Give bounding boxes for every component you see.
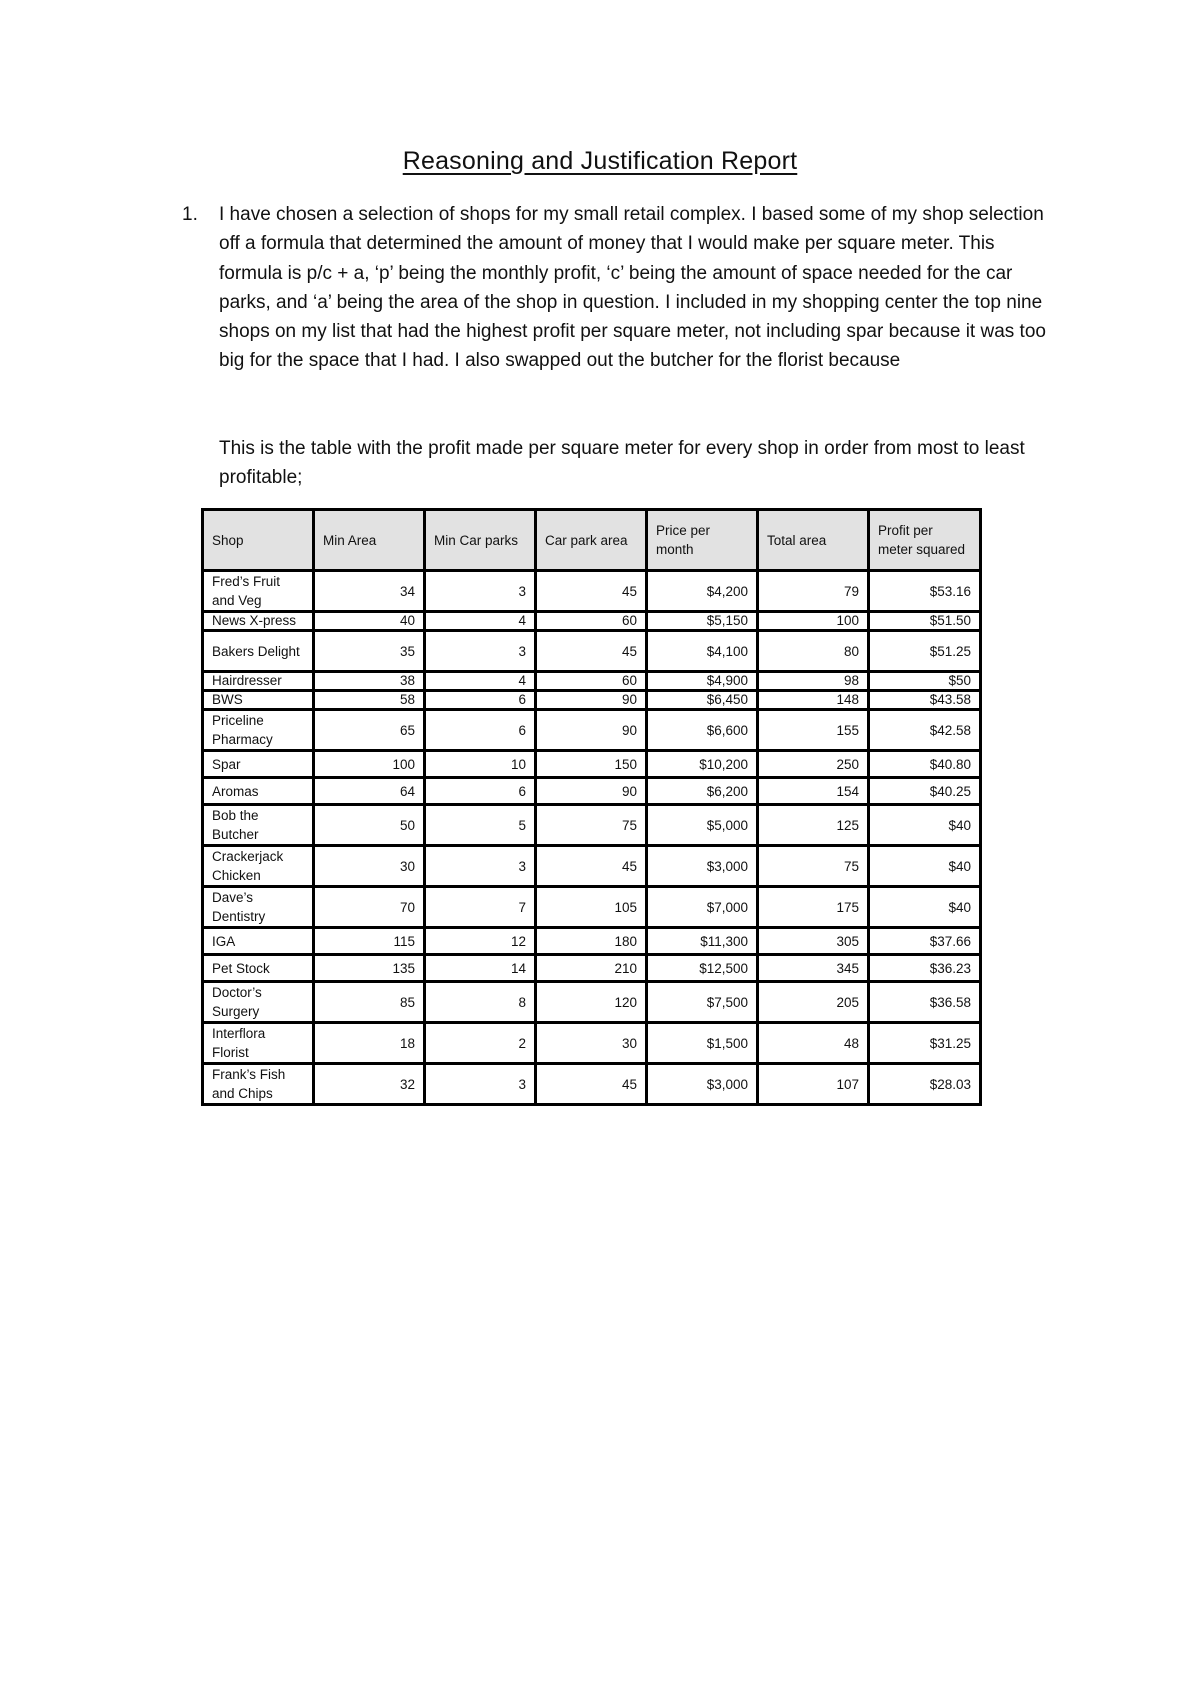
cell-min-car-parks: 6 (425, 691, 536, 710)
cell-shop: BWS (203, 691, 314, 710)
cell-total-area: 100 (758, 612, 869, 631)
list-number: 1. (182, 204, 198, 225)
cell-profit-per-meter: $53.16 (869, 571, 981, 612)
cell-min-car-parks: 2 (425, 1023, 536, 1064)
cell-min-area: 30 (314, 846, 425, 887)
table-row (203, 887, 981, 928)
cell-shop: Fred’s Fruit and Veg (203, 571, 314, 612)
table-row (203, 778, 981, 805)
cell-total-area: 80 (758, 631, 869, 672)
paragraph-table-intro: This is the table with the profit made per square meter for every shop in order from most to least profitable; (219, 438, 1025, 489)
cell-price-per-month: $11,300 (647, 928, 758, 955)
table-row (203, 691, 981, 710)
cell-price-per-month: $6,450 (647, 691, 758, 710)
cell-profit-per-meter: $40.80 (869, 751, 981, 778)
table-row (203, 631, 981, 672)
cell-total-area: 48 (758, 1023, 869, 1064)
cell-car-park-area: 210 (536, 955, 647, 982)
cell-profit-per-meter: $28.03 (869, 1064, 981, 1105)
cell-shop: IGA (203, 928, 314, 955)
cell-price-per-month: $7,000 (647, 887, 758, 928)
cell-shop: Crackerjack Chicken (203, 846, 314, 887)
cell-total-area: 305 (758, 928, 869, 955)
cell-min-car-parks: 3 (425, 1064, 536, 1105)
cell-car-park-area: 45 (536, 631, 647, 672)
paragraph-shop-selection: I have chosen a selection of shops for my small retail complex. I based some of my shop selection off a formula that determined the amount of money that I would make per square meter. This formula is p/c + a, ‘p’ being the monthly profit, ‘c’ being the amount of space needed for the car parks, and ‘a’ being the area of the shop in question. I included in my shopping center the top nine shops on my list that had the highest profit per square meter, not including spar because it was too big for the space that I had. I also swapped out the butcher for the florist because (219, 204, 1046, 372)
cell-min-area: 70 (314, 887, 425, 928)
cell-price-per-month: $5,000 (647, 805, 758, 846)
cell-total-area: 250 (758, 751, 869, 778)
cell-min-car-parks: 7 (425, 887, 536, 928)
cell-min-car-parks: 8 (425, 982, 536, 1023)
cell-price-per-month: $3,000 (647, 1064, 758, 1105)
cell-car-park-area: 75 (536, 805, 647, 846)
table-row (203, 672, 981, 691)
cell-min-area: 32 (314, 1064, 425, 1105)
cell-profit-per-meter: $51.50 (869, 612, 981, 631)
cell-min-car-parks: 5 (425, 805, 536, 846)
profit-table (201, 508, 982, 1106)
cell-car-park-area: 90 (536, 778, 647, 805)
cell-total-area: 154 (758, 778, 869, 805)
cell-min-area: 50 (314, 805, 425, 846)
cell-shop: Interflora Florist (203, 1023, 314, 1064)
cell-min-area: 100 (314, 751, 425, 778)
cell-price-per-month: $6,200 (647, 778, 758, 805)
cell-shop: Spar (203, 751, 314, 778)
cell-profit-per-meter: $40 (869, 887, 981, 928)
table-row (203, 1064, 981, 1105)
cell-min-area: 40 (314, 612, 425, 631)
table-row (203, 571, 981, 612)
cell-min-area: 35 (314, 631, 425, 672)
cell-profit-per-meter: $37.66 (869, 928, 981, 955)
cell-total-area: 148 (758, 691, 869, 710)
cell-profit-per-meter: $36.23 (869, 955, 981, 982)
cell-profit-per-meter: $40 (869, 846, 981, 887)
cell-price-per-month: $1,500 (647, 1023, 758, 1064)
header-profit-per-meter: Profit per meter squared (869, 510, 981, 571)
table-row (203, 751, 981, 778)
cell-total-area: 155 (758, 710, 869, 751)
cell-car-park-area: 120 (536, 982, 647, 1023)
cell-min-car-parks: 3 (425, 571, 536, 612)
cell-car-park-area: 90 (536, 710, 647, 751)
cell-car-park-area: 60 (536, 612, 647, 631)
cell-car-park-area: 45 (536, 1064, 647, 1105)
cell-price-per-month: $3,000 (647, 846, 758, 887)
cell-min-area: 18 (314, 1023, 425, 1064)
cell-shop: News X-press (203, 612, 314, 631)
table-row (203, 612, 981, 631)
cell-shop: Bakers Delight (203, 631, 314, 672)
cell-min-area: 85 (314, 982, 425, 1023)
cell-min-car-parks: 4 (425, 612, 536, 631)
cell-shop: Hairdresser (203, 672, 314, 691)
cell-shop: Priceline Pharmacy (203, 710, 314, 751)
header-price-per-month: Price per month (647, 510, 758, 571)
cell-car-park-area: 150 (536, 751, 647, 778)
cell-total-area: 75 (758, 846, 869, 887)
cell-total-area: 175 (758, 887, 869, 928)
cell-shop: Aromas (203, 778, 314, 805)
table-row (203, 928, 981, 955)
cell-profit-per-meter: $50 (869, 672, 981, 691)
table-row (203, 710, 981, 751)
cell-min-car-parks: 6 (425, 778, 536, 805)
cell-min-area: 64 (314, 778, 425, 805)
cell-price-per-month: $4,900 (647, 672, 758, 691)
cell-price-per-month: $10,200 (647, 751, 758, 778)
cell-min-area: 34 (314, 571, 425, 612)
cell-price-per-month: $4,200 (647, 571, 758, 612)
cell-car-park-area: 30 (536, 1023, 647, 1064)
cell-price-per-month: $7,500 (647, 982, 758, 1023)
cell-car-park-area: 90 (536, 691, 647, 710)
cell-price-per-month: $4,100 (647, 631, 758, 672)
table-row (203, 955, 981, 982)
cell-profit-per-meter: $40.25 (869, 778, 981, 805)
cell-car-park-area: 105 (536, 887, 647, 928)
cell-profit-per-meter: $36.58 (869, 982, 981, 1023)
cell-profit-per-meter: $51.25 (869, 631, 981, 672)
table-header-row (203, 510, 981, 571)
cell-profit-per-meter: $42.58 (869, 710, 981, 751)
cell-total-area: 205 (758, 982, 869, 1023)
cell-profit-per-meter: $40 (869, 805, 981, 846)
header-min-area: Min Area (314, 510, 425, 571)
cell-min-car-parks: 3 (425, 846, 536, 887)
cell-total-area: 98 (758, 672, 869, 691)
table-row (203, 846, 981, 887)
cell-total-area: 107 (758, 1064, 869, 1105)
cell-shop: Doctor’s Surgery (203, 982, 314, 1023)
cell-min-car-parks: 12 (425, 928, 536, 955)
table-row (203, 982, 981, 1023)
cell-total-area: 345 (758, 955, 869, 982)
cell-shop: Pet Stock (203, 955, 314, 982)
cell-min-area: 58 (314, 691, 425, 710)
cell-min-car-parks: 14 (425, 955, 536, 982)
report-title: Reasoning and Justification Report (402, 147, 798, 175)
header-min-car-parks: Min Car parks (425, 510, 536, 571)
cell-min-area: 115 (314, 928, 425, 955)
cell-total-area: 125 (758, 805, 869, 846)
cell-car-park-area: 180 (536, 928, 647, 955)
cell-shop: Frank’s Fish and Chips (203, 1064, 314, 1105)
table-body (203, 571, 981, 1105)
cell-min-area: 135 (314, 955, 425, 982)
header-total-area: Total area (758, 510, 869, 571)
cell-car-park-area: 45 (536, 571, 647, 612)
cell-shop: Bob the Butcher (203, 805, 314, 846)
table-row (203, 1023, 981, 1064)
cell-profit-per-meter: $43.58 (869, 691, 981, 710)
cell-shop: Dave’s Dentistry (203, 887, 314, 928)
cell-min-car-parks: 4 (425, 672, 536, 691)
cell-price-per-month: $6,600 (647, 710, 758, 751)
header-shop: Shop (203, 510, 314, 571)
cell-min-car-parks: 6 (425, 710, 536, 751)
cell-price-per-month: $12,500 (647, 955, 758, 982)
cell-total-area: 79 (758, 571, 869, 612)
header-car-park-area: Car park area (536, 510, 647, 571)
cell-car-park-area: 45 (536, 846, 647, 887)
cell-profit-per-meter: $31.25 (869, 1023, 981, 1064)
cell-min-area: 65 (314, 710, 425, 751)
table-row (203, 805, 981, 846)
cell-min-car-parks: 10 (425, 751, 536, 778)
cell-price-per-month: $5,150 (647, 612, 758, 631)
cell-min-area: 38 (314, 672, 425, 691)
cell-car-park-area: 60 (536, 672, 647, 691)
cell-min-car-parks: 3 (425, 631, 536, 672)
